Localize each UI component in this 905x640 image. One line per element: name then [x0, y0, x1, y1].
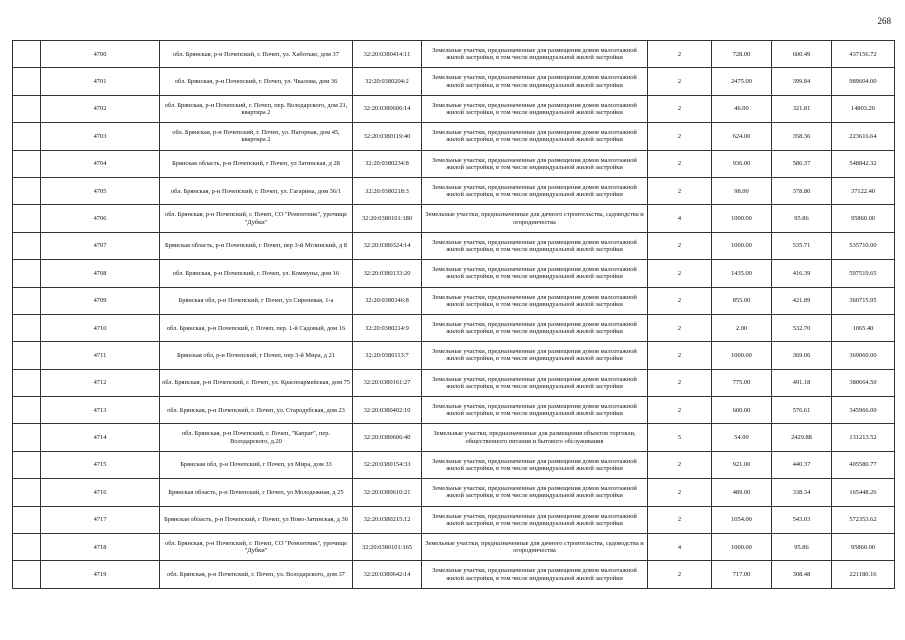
cell-group: 2	[648, 314, 712, 341]
cell-num: 4714	[41, 424, 160, 451]
cell-rate: 95.86	[772, 205, 832, 232]
cell-num: 4716	[41, 479, 160, 506]
cell-use: Земельные участки, предназначенные для дачного строительства, садоводства и огородничества	[422, 534, 648, 561]
cell-use: Земельные участки, предназначенные для размещения домов малоэтажной жилой застройки, в том числе индивидуальной жилой застройки	[422, 260, 648, 287]
cell-cadastral: 32:20:0380642:14	[353, 561, 422, 588]
cell-rate: 491.18	[772, 369, 832, 396]
cell-area: 717.00	[712, 561, 772, 588]
cell-group: 2	[648, 369, 712, 396]
cell-area: 489.00	[712, 479, 772, 506]
cell-use: Земельные участки, предназначенные для размещения домов малоэтажной жилой застройки, в том числе индивидуальной жилой застройки	[422, 232, 648, 259]
cell-use: Земельные участки, предназначенные для размещения домов малоэтажной жилой застройки, в том числе индивидуальной жилой застройки	[422, 41, 648, 68]
cell-cadastral: 32:20:0380606:40	[353, 424, 422, 451]
table-row	[13, 314, 895, 341]
cell-address: обл. Брянская, р-н Почепский, г. Почеп, "Капрат", пер. Володарского, д.20	[160, 424, 353, 451]
cell-empty	[13, 451, 41, 478]
cell-cadastral: 32:20:0380154:33	[353, 451, 422, 478]
cell-address: обл. Брянская, р-н Почепский, г. Почеп, ул. Хаботько, дом 37	[160, 41, 353, 68]
cell-empty	[13, 506, 41, 533]
cell-value: 223616.64	[832, 123, 895, 150]
cell-use: Земельные участки, предназначенные для размещения домов малоэтажной жилой застройки, в том числе индивидуальной жилой застройки	[422, 95, 648, 122]
cell-num: 4711	[41, 342, 160, 369]
cell-rate: 308.48	[772, 561, 832, 588]
cell-group: 4	[648, 534, 712, 561]
cell-value: 37122.40	[832, 177, 895, 204]
cell-empty	[13, 177, 41, 204]
cell-use: Земельные участки, предназначенные для размещения домов малоэтажной жилой застройки, в том числе индивидуальной жилой застройки	[422, 451, 648, 478]
cell-address: обл. Брянская, р-н Почепский, г. Почеп, ул. Чкалова, дом 36	[160, 68, 353, 95]
cell-rate: 543.03	[772, 506, 832, 533]
cell-value: 95860.00	[832, 534, 895, 561]
cell-group: 2	[648, 506, 712, 533]
cell-group: 2	[648, 451, 712, 478]
table-row	[13, 424, 895, 451]
cell-address: Брянская обл, р-н Почепский, г Почеп, ул Сиреневая, 1-а	[160, 287, 353, 314]
page-number: 268	[877, 16, 891, 26]
cell-value: 95860.00	[832, 205, 895, 232]
cell-address: обл. Брянская, р-н Почепский, г. Почеп, пер. 1-й Садовый, дом 16	[160, 314, 353, 341]
cell-empty	[13, 534, 41, 561]
cell-address: обл. Брянская, р-н Почепский, г. Почеп, ул. Нагорная, дом 45, квартира 2	[160, 123, 353, 150]
cell-cadastral: 32:20:0380234:8	[353, 150, 422, 177]
table-row	[13, 534, 895, 561]
table-row	[13, 150, 895, 177]
cell-num: 4703	[41, 123, 160, 150]
cell-num: 4706	[41, 205, 160, 232]
cell-empty	[13, 95, 41, 122]
cell-cadastral: 32:20:0380402:10	[353, 397, 422, 424]
cell-address: обл. Брянская, р-н Почепский, г. Почеп, ул. Гагарина, дом 36/1	[160, 177, 353, 204]
cell-address: обл. Брянская, р-н Почепский, г. Почеп, ул. Красноармейская, дом 75	[160, 369, 353, 396]
cell-area: 600.00	[712, 397, 772, 424]
cell-empty	[13, 424, 41, 451]
cell-rate: 378.80	[772, 177, 832, 204]
cell-num: 4719	[41, 561, 160, 588]
cell-area: 1000.00	[712, 534, 772, 561]
cell-empty	[13, 397, 41, 424]
table-row	[13, 41, 895, 68]
cell-group: 2	[648, 260, 712, 287]
cell-address: обл. Брянская, р-н Почепский, г. Почеп, СО "Ремонтник", урочище "Дубки"	[160, 205, 353, 232]
cell-cadastral: 32:20:0380610:21	[353, 479, 422, 506]
cell-value: 437156.72	[832, 41, 895, 68]
cell-area: 46.00	[712, 95, 772, 122]
cell-cadastral: 32:20:0380119:40	[353, 123, 422, 150]
cell-cadastral: 32:20:0380346:8	[353, 287, 422, 314]
cell-rate: 421.89	[772, 287, 832, 314]
cell-num: 4700	[41, 41, 160, 68]
cell-cadastral: 32:20:0380218:3	[353, 177, 422, 204]
cell-rate: 369.06	[772, 342, 832, 369]
cell-empty	[13, 68, 41, 95]
cell-cadastral: 32:20:0380161:27	[353, 369, 422, 396]
cell-empty	[13, 260, 41, 287]
table-row	[13, 232, 895, 259]
cell-cadastral: 32:20:0380324:14	[353, 232, 422, 259]
cell-value: 360715.95	[832, 287, 895, 314]
cell-area: 921.00	[712, 451, 772, 478]
cell-area: 2475.00	[712, 68, 772, 95]
cell-num: 4705	[41, 177, 160, 204]
cell-num: 4713	[41, 397, 160, 424]
table-row	[13, 260, 895, 287]
cell-group: 2	[648, 287, 712, 314]
cell-group: 2	[648, 177, 712, 204]
cell-cadastral: 32:20:0380101:180	[353, 205, 422, 232]
cell-value: 548842.32	[832, 150, 895, 177]
cell-rate: 600.49	[772, 41, 832, 68]
cell-use: Земельные участки, предназначенные для размещения домов малоэтажной жилой застройки, в том числе индивидуальной жилой застройки	[422, 68, 648, 95]
cell-address: Брянская область, р-н Почепский, г Почеп, пер 3-й Мглинский, д 8	[160, 232, 353, 259]
cell-group: 2	[648, 397, 712, 424]
cell-use: Земельные участки, предназначенные для размещения домов малоэтажной жилой застройки, в том числе индивидуальной жилой застройки	[422, 506, 648, 533]
cell-use: Земельные участки, предназначенные для размещения домов малоэтажной жилой застройки, в том числе индивидуальной жилой застройки	[422, 123, 648, 150]
cell-empty	[13, 369, 41, 396]
cell-group: 4	[648, 205, 712, 232]
cell-area: 855.00	[712, 287, 772, 314]
cell-num: 4708	[41, 260, 160, 287]
table-row	[13, 68, 895, 95]
cell-use: Земельные участки, предназначенные для размещения домов малоэтажной жилой застройки, в том числе индивидуальной жилой застройки	[422, 561, 648, 588]
cell-value: 380664.50	[832, 369, 895, 396]
cell-empty	[13, 232, 41, 259]
cell-num: 4704	[41, 150, 160, 177]
table-row	[13, 123, 895, 150]
cell-num: 4702	[41, 95, 160, 122]
cell-group: 2	[648, 68, 712, 95]
cell-empty	[13, 123, 41, 150]
table-row	[13, 287, 895, 314]
cell-value: 572353.62	[832, 506, 895, 533]
cell-area: 98.00	[712, 177, 772, 204]
table-row	[13, 506, 895, 533]
cell-address: Брянская обл, р-н Почепский, г Почеп, ул Мира, дом 33	[160, 451, 353, 478]
cell-group: 2	[648, 561, 712, 588]
cell-rate: 321.81	[772, 95, 832, 122]
cell-cadastral: 32:20:0380214:9	[353, 314, 422, 341]
cell-value: 535710.00	[832, 232, 895, 259]
cell-rate: 399.84	[772, 68, 832, 95]
cell-num: 4701	[41, 68, 160, 95]
cell-use: Земельные участки, предназначенные для размещения домов малоэтажной жилой застройки, в том числе индивидуальной жилой застройки	[422, 479, 648, 506]
cell-area: 1000.00	[712, 205, 772, 232]
cell-empty	[13, 342, 41, 369]
cell-group: 2	[648, 150, 712, 177]
cell-address: Брянская область, р-н Почепский, г Почеп, ул Молодежная, д 25	[160, 479, 353, 506]
table-row	[13, 369, 895, 396]
cell-num: 4707	[41, 232, 160, 259]
cell-area: 775.00	[712, 369, 772, 396]
cell-value: 221180.16	[832, 561, 895, 588]
cell-num: 4712	[41, 369, 160, 396]
cell-area: 1435.00	[712, 260, 772, 287]
cell-num: 4717	[41, 506, 160, 533]
table-row	[13, 95, 895, 122]
cell-cadastral: 32:20:0380215:12	[353, 506, 422, 533]
cell-empty	[13, 479, 41, 506]
cell-num: 4710	[41, 314, 160, 341]
cell-num: 4715	[41, 451, 160, 478]
cell-value: 345966.00	[832, 397, 895, 424]
cell-use: Земельные участки, предназначенные для размещения домов малоэтажной жилой застройки, в том числе индивидуальной жилой застройки	[422, 342, 648, 369]
cell-use: Земельные участки, предназначенные для размещения домов малоэтажной жилой застройки, в том числе индивидуальной жилой застройки	[422, 177, 648, 204]
table-row	[13, 451, 895, 478]
cell-area: 1000.00	[712, 342, 772, 369]
cell-num: 4709	[41, 287, 160, 314]
cell-address: Брянская обл, р-н Почепский, г Почеп, пер 3-й Мира, д 21	[160, 342, 353, 369]
cell-address: Брянская область, р-н Почепский, г Почеп, ул Ново-Затинская, д 36	[160, 506, 353, 533]
cell-area: 624.00	[712, 123, 772, 150]
table-row	[13, 397, 895, 424]
cell-rate: 358.36	[772, 123, 832, 150]
cell-cadastral: 32:20:0380204:2	[353, 68, 422, 95]
cell-cadastral: 32:20:0380113:7	[353, 342, 422, 369]
table-body	[13, 41, 895, 589]
cell-num: 4718	[41, 534, 160, 561]
cell-empty	[13, 41, 41, 68]
cell-value: 405580.77	[832, 451, 895, 478]
cell-rate: 440.37	[772, 451, 832, 478]
cell-value: 989604.00	[832, 68, 895, 95]
cell-area: 2.00	[712, 314, 772, 341]
cell-cadastral: 32:20:0380101:165	[353, 534, 422, 561]
cell-group: 5	[648, 424, 712, 451]
cell-empty	[13, 287, 41, 314]
cell-cadastral: 32:20:0380606:14	[353, 95, 422, 122]
cell-group: 2	[648, 232, 712, 259]
cell-rate: 586.37	[772, 150, 832, 177]
cell-rate: 95.86	[772, 534, 832, 561]
cell-use: Земельные участки, предназначенные для размещения домов малоэтажной жилой застройки, в том числе индивидуальной жилой застройки	[422, 314, 648, 341]
cell-empty	[13, 314, 41, 341]
cell-rate: 576.61	[772, 397, 832, 424]
cell-area: 1054.00	[712, 506, 772, 533]
cell-rate: 416.39	[772, 260, 832, 287]
cell-rate: 338.34	[772, 479, 832, 506]
cell-value: 597519.65	[832, 260, 895, 287]
table-row	[13, 177, 895, 204]
cell-area: 54.00	[712, 424, 772, 451]
cell-group: 2	[648, 123, 712, 150]
cell-value: 1065.40	[832, 314, 895, 341]
cell-use: Земельные участки, предназначенные для размещения домов малоэтажной жилой застройки, в том числе индивидуальной жилой застройки	[422, 369, 648, 396]
cell-use: Земельные участки, предназначенные для размещения домов малоэтажной жилой застройки, в том числе индивидуальной жилой застройки	[422, 150, 648, 177]
cell-use: Земельные участки, предназначенные для размещения объектов торговли, общественного питания и бытового обслуживания	[422, 424, 648, 451]
cell-use: Земельные участки, предназначенные для размещения домов малоэтажной жилой застройки, в том числе индивидуальной жилой застройки	[422, 397, 648, 424]
cell-area: 936.00	[712, 150, 772, 177]
cell-value: 14803.26	[832, 95, 895, 122]
cell-empty	[13, 205, 41, 232]
cell-rate: 535.71	[772, 232, 832, 259]
cell-rate: 2429.88	[772, 424, 832, 451]
table-row	[13, 479, 895, 506]
cell-empty	[13, 561, 41, 588]
cell-address: обл. Брянская, р-н Почепский, г. Почеп, пер. Володарского, дом 21, квартира 2	[160, 95, 353, 122]
cell-group: 2	[648, 479, 712, 506]
cell-empty	[13, 150, 41, 177]
cell-address: Брянская область, р-н Почепский, г Почеп, ул Затинская, д 28	[160, 150, 353, 177]
cell-area: 728.00	[712, 41, 772, 68]
cell-cadastral: 32:20:0380414:11	[353, 41, 422, 68]
cell-address: обл. Брянская, р-н Почепский, г. Почеп, ул. Стародубская, дом 23	[160, 397, 353, 424]
cell-group: 2	[648, 41, 712, 68]
cell-address: обл. Брянская, р-н Почепский, г. Почеп, ул. Володарского, дом 37	[160, 561, 353, 588]
cell-group: 2	[648, 95, 712, 122]
cell-value: 369060.00	[832, 342, 895, 369]
cell-rate: 532.70	[772, 314, 832, 341]
cadastral-registry-table	[12, 40, 895, 589]
cell-use: Земельные участки, предназначенные для дачного строительства, садоводства и огородничества	[422, 205, 648, 232]
table-row	[13, 205, 895, 232]
cell-group: 2	[648, 342, 712, 369]
table-row	[13, 561, 895, 588]
cell-address: обл. Брянская, р-н Почепский, г. Почеп, СО "Ремонтник", урочище "Дубки"	[160, 534, 353, 561]
cell-cadastral: 32:20:0380133:20	[353, 260, 422, 287]
table-row	[13, 342, 895, 369]
cell-use: Земельные участки, предназначенные для размещения домов малоэтажной жилой застройки, в том числе индивидуальной жилой застройки	[422, 287, 648, 314]
cell-value: 165448.26	[832, 479, 895, 506]
cell-value: 131213.52	[832, 424, 895, 451]
cell-area: 1000.00	[712, 232, 772, 259]
cell-address: обл. Брянская, р-н Почепский, г. Почеп, ул. Коммуны, дом 16	[160, 260, 353, 287]
